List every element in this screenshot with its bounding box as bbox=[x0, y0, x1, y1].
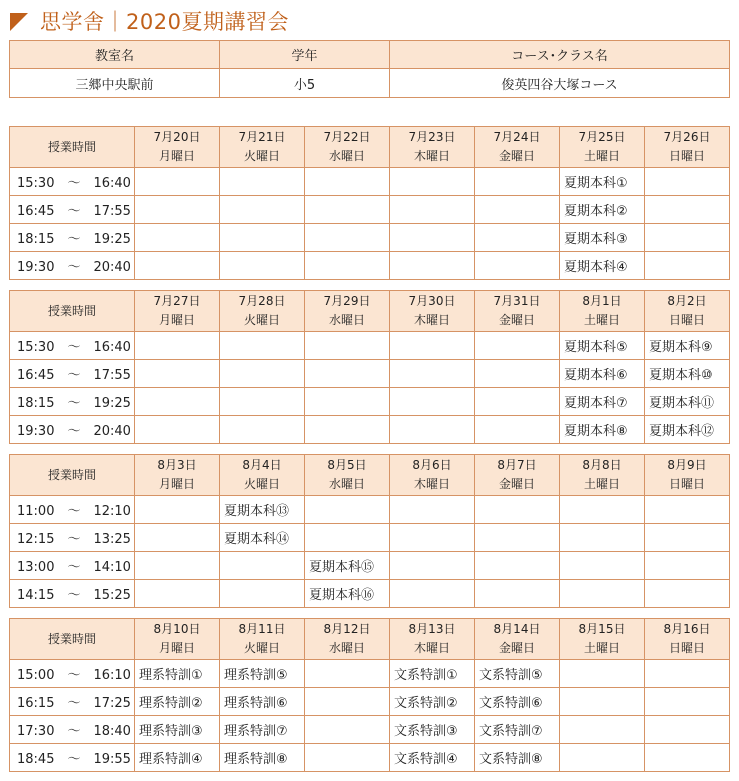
schedule-cell: 夏期本科⑫ bbox=[645, 416, 730, 444]
schedule-row bbox=[10, 716, 730, 744]
schedule-cell bbox=[220, 580, 305, 608]
course-info-table bbox=[9, 40, 730, 98]
day-date: 7月21日 bbox=[238, 130, 286, 144]
schedule-cell bbox=[390, 388, 475, 416]
day-header bbox=[390, 455, 475, 496]
schedule-cell: 理系特訓③ bbox=[135, 716, 220, 744]
day-weekday: 土曜日 bbox=[583, 313, 620, 327]
day-date: 8月16日 bbox=[663, 622, 711, 636]
value-grade: 小5 bbox=[220, 69, 390, 98]
value-classroom: 三郷中央駅前 bbox=[10, 69, 220, 98]
schedule-cell bbox=[305, 688, 390, 716]
schedule-cell: 夏期本科⑮ bbox=[305, 552, 390, 580]
schedule-cell bbox=[135, 524, 220, 552]
schedule-cell bbox=[390, 416, 475, 444]
time-slot: 11:00 ～ 12:10 bbox=[10, 496, 135, 524]
schedule-cell bbox=[135, 360, 220, 388]
schedule-header-row bbox=[10, 455, 730, 496]
schedule-cell: 文系特訓⑤ bbox=[475, 660, 560, 688]
day-date: 7月22日 bbox=[323, 130, 371, 144]
schedule-cell: 理系特訓⑤ bbox=[220, 660, 305, 688]
schedule-cell bbox=[305, 332, 390, 360]
schedule-cell bbox=[305, 660, 390, 688]
schedule-cell bbox=[135, 552, 220, 580]
day-header bbox=[560, 619, 645, 660]
day-weekday: 木曜日 bbox=[413, 477, 450, 491]
time-slot: 12:15 ～ 13:25 bbox=[10, 524, 135, 552]
day-weekday: 土曜日 bbox=[583, 149, 620, 163]
schedule-cell bbox=[475, 524, 560, 552]
day-date: 7月25日 bbox=[578, 130, 626, 144]
schedule-cell: 夏期本科② bbox=[560, 196, 645, 224]
schedule-row bbox=[10, 196, 730, 224]
schedule-row bbox=[10, 168, 730, 196]
value-course: 俊英四谷大塚コース bbox=[390, 69, 730, 98]
schedule-cell: 夏期本科⑦ bbox=[560, 388, 645, 416]
day-date: 7月20日 bbox=[153, 130, 201, 144]
schedule-cell bbox=[475, 552, 560, 580]
day-header bbox=[135, 455, 220, 496]
schedule-cell: 理系特訓⑥ bbox=[220, 688, 305, 716]
schedule-cell: 夏期本科⑤ bbox=[560, 332, 645, 360]
schedule-cell bbox=[560, 552, 645, 580]
schedule-row bbox=[10, 552, 730, 580]
schedule-row bbox=[10, 388, 730, 416]
schedule-cell bbox=[475, 360, 560, 388]
day-header bbox=[135, 291, 220, 332]
schedule-cell bbox=[135, 196, 220, 224]
schedule-cell bbox=[220, 168, 305, 196]
schedule-cell bbox=[135, 388, 220, 416]
day-date: 7月31日 bbox=[493, 294, 541, 308]
day-weekday: 火曜日 bbox=[243, 477, 280, 491]
schedule-cell: 夏期本科① bbox=[560, 168, 645, 196]
schedule-row bbox=[10, 744, 730, 772]
schedule-row bbox=[10, 688, 730, 716]
schedule-cell bbox=[390, 196, 475, 224]
schedule-cell bbox=[645, 196, 730, 224]
schedule-cell bbox=[305, 224, 390, 252]
schedule-row bbox=[10, 580, 730, 608]
day-header bbox=[135, 127, 220, 168]
schedule-cell: 文系特訓④ bbox=[390, 744, 475, 772]
page-title bbox=[10, 6, 289, 36]
schedule-row bbox=[10, 224, 730, 252]
day-date: 8月8日 bbox=[582, 458, 622, 472]
day-date: 8月6日 bbox=[412, 458, 452, 472]
schedule-row bbox=[10, 332, 730, 360]
schedule-cell bbox=[475, 168, 560, 196]
header-course: コース･クラス名 bbox=[390, 41, 730, 69]
schedule-cell: 文系特訓③ bbox=[390, 716, 475, 744]
day-weekday: 木曜日 bbox=[413, 641, 450, 655]
schedule-header-row bbox=[10, 619, 730, 660]
day-weekday: 金曜日 bbox=[498, 477, 535, 491]
day-weekday: 木曜日 bbox=[413, 149, 450, 163]
schedule-cell bbox=[645, 552, 730, 580]
schedule-cell bbox=[560, 496, 645, 524]
schedule-cell bbox=[645, 744, 730, 772]
day-date: 8月3日 bbox=[157, 458, 197, 472]
schedule-week-table bbox=[9, 290, 730, 444]
schedule-cell bbox=[475, 580, 560, 608]
time-slot: 15:30 ～ 16:40 bbox=[10, 332, 135, 360]
schedule-cell: 夏期本科⑨ bbox=[645, 332, 730, 360]
day-header bbox=[220, 619, 305, 660]
day-weekday: 木曜日 bbox=[413, 313, 450, 327]
page-title-text: 思学舎｜2020夏期講習会 bbox=[40, 10, 289, 34]
day-weekday: 水曜日 bbox=[328, 149, 365, 163]
time-slot: 17:30 ～ 18:40 bbox=[10, 716, 135, 744]
header-classroom: 教室名 bbox=[10, 41, 220, 69]
schedule-cell bbox=[220, 196, 305, 224]
schedule-cell bbox=[305, 196, 390, 224]
schedule-header-row bbox=[10, 127, 730, 168]
time-slot: 18:45 ～ 19:55 bbox=[10, 744, 135, 772]
day-weekday: 水曜日 bbox=[328, 313, 365, 327]
schedule-cell bbox=[135, 224, 220, 252]
day-weekday: 金曜日 bbox=[498, 313, 535, 327]
time-slot: 19:30 ～ 20:40 bbox=[10, 416, 135, 444]
schedule-cell bbox=[305, 524, 390, 552]
schedule-cell bbox=[305, 716, 390, 744]
header-grade: 学年 bbox=[220, 41, 390, 69]
day-weekday: 火曜日 bbox=[243, 641, 280, 655]
day-date: 7月23日 bbox=[408, 130, 456, 144]
schedule-cell: 文系特訓② bbox=[390, 688, 475, 716]
schedule-cell: 夏期本科⑧ bbox=[560, 416, 645, 444]
schedule-header-row bbox=[10, 291, 730, 332]
schedule-cell bbox=[135, 580, 220, 608]
schedule-cell: 理系特訓⑧ bbox=[220, 744, 305, 772]
day-weekday: 日曜日 bbox=[668, 477, 705, 491]
schedule-cell bbox=[305, 744, 390, 772]
schedule-cell bbox=[390, 332, 475, 360]
schedule-cell bbox=[135, 252, 220, 280]
schedule-cell bbox=[220, 224, 305, 252]
schedule-cell bbox=[475, 224, 560, 252]
schedule-cell bbox=[390, 360, 475, 388]
schedule-row bbox=[10, 360, 730, 388]
schedule-cell bbox=[305, 252, 390, 280]
day-weekday: 月曜日 bbox=[158, 313, 195, 327]
schedule-cell bbox=[560, 580, 645, 608]
schedule-cell: 理系特訓① bbox=[135, 660, 220, 688]
day-header bbox=[560, 291, 645, 332]
schedule-cell bbox=[220, 360, 305, 388]
day-weekday: 月曜日 bbox=[158, 477, 195, 491]
schedule-cell: 理系特訓② bbox=[135, 688, 220, 716]
day-header bbox=[220, 291, 305, 332]
time-column-header: 授業時間 bbox=[10, 619, 135, 660]
day-date: 8月9日 bbox=[667, 458, 707, 472]
day-header bbox=[475, 127, 560, 168]
time-slot: 13:00 ～ 14:10 bbox=[10, 552, 135, 580]
schedule-cell bbox=[305, 168, 390, 196]
schedule-cell bbox=[475, 332, 560, 360]
day-date: 7月24日 bbox=[493, 130, 541, 144]
schedule-row bbox=[10, 660, 730, 688]
schedule-cell bbox=[390, 552, 475, 580]
schedule-week-table bbox=[9, 618, 730, 772]
day-date: 8月12日 bbox=[323, 622, 371, 636]
day-weekday: 水曜日 bbox=[328, 477, 365, 491]
day-header bbox=[305, 455, 390, 496]
schedule-cell bbox=[645, 496, 730, 524]
day-header bbox=[305, 619, 390, 660]
schedule-week-table bbox=[9, 454, 730, 608]
day-weekday: 火曜日 bbox=[243, 313, 280, 327]
day-header bbox=[645, 455, 730, 496]
day-weekday: 月曜日 bbox=[158, 641, 195, 655]
time-slot: 18:15 ～ 19:25 bbox=[10, 224, 135, 252]
day-header bbox=[645, 619, 730, 660]
schedule-cell bbox=[475, 416, 560, 444]
schedule-cell bbox=[645, 688, 730, 716]
day-header bbox=[220, 127, 305, 168]
schedule-cell bbox=[560, 688, 645, 716]
schedule-cell bbox=[135, 168, 220, 196]
day-header bbox=[390, 619, 475, 660]
day-header bbox=[390, 127, 475, 168]
day-date: 8月1日 bbox=[582, 294, 622, 308]
schedule-cell: 理系特訓⑦ bbox=[220, 716, 305, 744]
schedule-cell: 夏期本科④ bbox=[560, 252, 645, 280]
day-weekday: 土曜日 bbox=[583, 477, 620, 491]
schedule-cell bbox=[135, 416, 220, 444]
schedule-cell bbox=[220, 388, 305, 416]
schedule-cell bbox=[220, 252, 305, 280]
time-slot: 15:30 ～ 16:40 bbox=[10, 168, 135, 196]
time-slot: 19:30 ～ 20:40 bbox=[10, 252, 135, 280]
schedule-cell bbox=[645, 224, 730, 252]
day-date: 8月15日 bbox=[578, 622, 626, 636]
schedule-cell bbox=[305, 388, 390, 416]
day-header bbox=[475, 455, 560, 496]
schedule-cell bbox=[220, 332, 305, 360]
schedule-cell bbox=[475, 388, 560, 416]
day-date: 7月26日 bbox=[663, 130, 711, 144]
time-slot: 16:15 ～ 17:25 bbox=[10, 688, 135, 716]
schedule-cell bbox=[560, 660, 645, 688]
day-header bbox=[475, 619, 560, 660]
day-date: 8月10日 bbox=[153, 622, 201, 636]
time-slot: 18:15 ～ 19:25 bbox=[10, 388, 135, 416]
schedule-cell bbox=[560, 716, 645, 744]
schedule-cell: 夏期本科⑪ bbox=[645, 388, 730, 416]
schedule-cell bbox=[390, 496, 475, 524]
schedule-cell bbox=[390, 580, 475, 608]
day-header bbox=[135, 619, 220, 660]
schedule-cell bbox=[135, 332, 220, 360]
time-column-header: 授業時間 bbox=[10, 127, 135, 168]
schedule-cell bbox=[645, 716, 730, 744]
day-date: 7月30日 bbox=[408, 294, 456, 308]
day-header bbox=[560, 455, 645, 496]
time-slot: 14:15 ～ 15:25 bbox=[10, 580, 135, 608]
schedule-cell: 夏期本科⑩ bbox=[645, 360, 730, 388]
day-header bbox=[645, 127, 730, 168]
schedule-cell: 夏期本科⑬ bbox=[220, 496, 305, 524]
day-weekday: 日曜日 bbox=[668, 313, 705, 327]
day-weekday: 金曜日 bbox=[498, 149, 535, 163]
day-weekday: 日曜日 bbox=[668, 149, 705, 163]
schedule-cell: 夏期本科⑯ bbox=[305, 580, 390, 608]
schedule-cell: 夏期本科⑥ bbox=[560, 360, 645, 388]
schedule-cell bbox=[475, 252, 560, 280]
schedule-cell bbox=[390, 168, 475, 196]
schedule-cell: 夏期本科⑭ bbox=[220, 524, 305, 552]
day-date: 7月27日 bbox=[153, 294, 201, 308]
schedule-cell bbox=[645, 524, 730, 552]
time-slot: 16:45 ～ 17:55 bbox=[10, 360, 135, 388]
day-header bbox=[220, 455, 305, 496]
schedule-row bbox=[10, 252, 730, 280]
day-date: 8月5日 bbox=[327, 458, 367, 472]
schedule-cell: 文系特訓⑧ bbox=[475, 744, 560, 772]
schedule-cell bbox=[645, 168, 730, 196]
time-column-header: 授業時間 bbox=[10, 291, 135, 332]
day-weekday: 火曜日 bbox=[243, 149, 280, 163]
schedule-cell: 夏期本科③ bbox=[560, 224, 645, 252]
day-header bbox=[390, 291, 475, 332]
day-date: 8月4日 bbox=[242, 458, 282, 472]
time-slot: 16:45 ～ 17:55 bbox=[10, 196, 135, 224]
day-date: 8月2日 bbox=[667, 294, 707, 308]
schedule-cell bbox=[390, 524, 475, 552]
schedule-cell bbox=[475, 196, 560, 224]
day-weekday: 日曜日 bbox=[668, 641, 705, 655]
day-date: 7月28日 bbox=[238, 294, 286, 308]
time-column-header: 授業時間 bbox=[10, 455, 135, 496]
day-header bbox=[305, 127, 390, 168]
schedule-cell bbox=[560, 744, 645, 772]
day-date: 8月14日 bbox=[493, 622, 541, 636]
schedule-cell bbox=[560, 524, 645, 552]
day-weekday: 月曜日 bbox=[158, 149, 195, 163]
schedule-cell bbox=[645, 580, 730, 608]
day-header bbox=[560, 127, 645, 168]
schedule-cell bbox=[220, 552, 305, 580]
day-weekday: 金曜日 bbox=[498, 641, 535, 655]
day-header bbox=[475, 291, 560, 332]
schedule-cell bbox=[305, 360, 390, 388]
schedule-cell bbox=[645, 660, 730, 688]
schedule-cell: 文系特訓⑦ bbox=[475, 716, 560, 744]
schedule-row bbox=[10, 416, 730, 444]
schedule-cell bbox=[305, 416, 390, 444]
schedule-cell bbox=[220, 416, 305, 444]
schedule-row bbox=[10, 524, 730, 552]
day-header bbox=[645, 291, 730, 332]
schedule-week-table bbox=[9, 126, 730, 280]
day-weekday: 水曜日 bbox=[328, 641, 365, 655]
schedule-cell bbox=[135, 496, 220, 524]
day-header bbox=[305, 291, 390, 332]
day-date: 8月13日 bbox=[408, 622, 456, 636]
schedule-cell bbox=[475, 496, 560, 524]
schedule-cell bbox=[390, 224, 475, 252]
schedule-cell bbox=[390, 252, 475, 280]
schedule-cell bbox=[645, 252, 730, 280]
time-slot: 15:00 ～ 16:10 bbox=[10, 660, 135, 688]
schedule-row bbox=[10, 496, 730, 524]
day-weekday: 土曜日 bbox=[583, 641, 620, 655]
day-date: 8月11日 bbox=[238, 622, 286, 636]
schedule-cell: 文系特訓① bbox=[390, 660, 475, 688]
schedule-cell bbox=[305, 496, 390, 524]
day-date: 8月7日 bbox=[497, 458, 537, 472]
triangle-marker-icon bbox=[10, 13, 28, 31]
day-date: 7月29日 bbox=[323, 294, 371, 308]
schedule-cell: 文系特訓⑥ bbox=[475, 688, 560, 716]
schedule-cell: 理系特訓④ bbox=[135, 744, 220, 772]
